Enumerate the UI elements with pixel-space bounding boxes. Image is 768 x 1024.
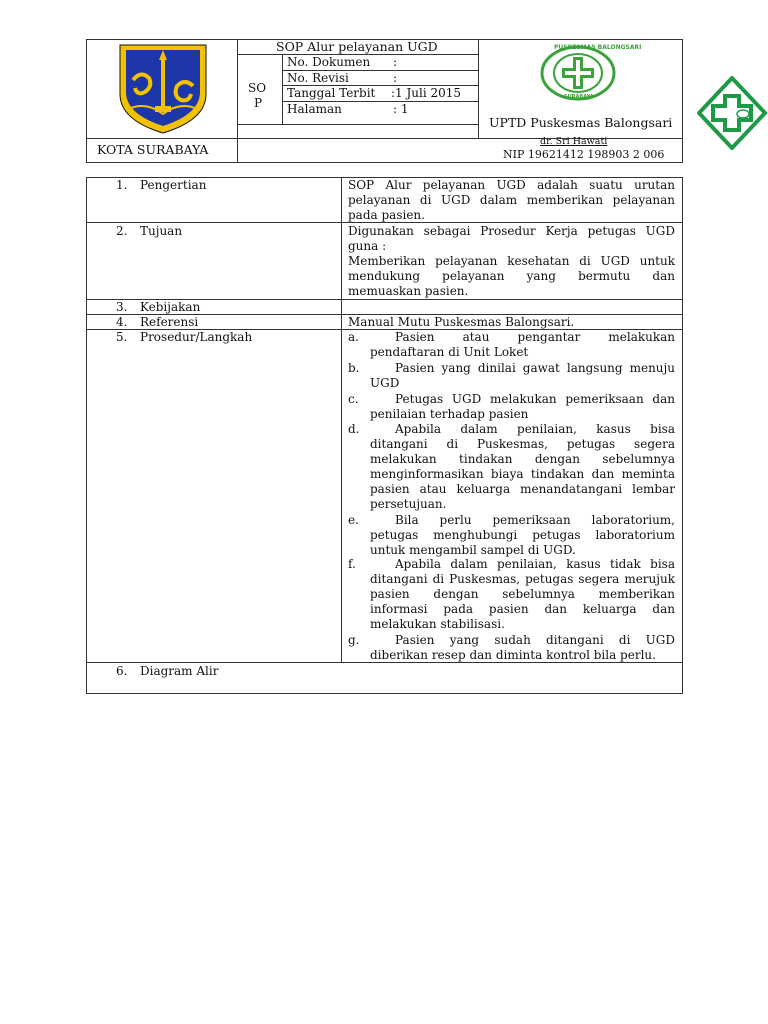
city-name: KOTA SURABAYA — [97, 142, 209, 157]
text-line: pasien dengan sebelumnya memberikan — [370, 587, 675, 601]
field-value-no-revisi: : — [393, 71, 398, 85]
section-number: 1. — [116, 178, 128, 192]
text-line: pada pasien. — [348, 208, 425, 222]
tujuan-text — [348, 224, 675, 299]
step-text — [370, 422, 675, 512]
text-line: melakukan tindakan dengan sebelumnya — [370, 452, 675, 466]
text-line: Pasien yang sudah ditangani di UGD — [395, 633, 675, 647]
text-line: Apabila dalam penilaian, kasus bisa — [395, 422, 675, 436]
step-letter: f. — [348, 557, 356, 571]
text-line: untuk mengambil sampel di UGD. — [370, 543, 576, 557]
text-line: Bila perlu pemeriksaan laboratorium, — [395, 513, 675, 527]
text-line: ditangani di Puskesmas, petugas segera — [370, 437, 675, 451]
field-label-halaman: Halaman — [287, 102, 342, 116]
text-line: Petugas UGD melakukan pemeriksaan dan — [395, 392, 675, 406]
section-title: Tujuan — [140, 224, 183, 238]
text-line: menginformasikan biaya tindakan dan meminta — [370, 467, 675, 481]
section-title: Kebijakan — [140, 300, 201, 314]
sop-label-line1: SO — [248, 81, 267, 95]
text-line: diberikan resep dan diminta kontrol bila perlu. — [370, 648, 656, 662]
pengertian-text — [348, 178, 675, 223]
text-line: pasien atau keluarga menandatangani lembar — [370, 482, 675, 496]
step-text — [370, 633, 675, 663]
section-title: Diagram Alir — [140, 664, 219, 678]
text-line: Digunakan sebagai Prosedur Kerja petugas UGD — [348, 224, 675, 238]
field-value-halaman: : 1 — [393, 102, 409, 116]
field-label-tanggal-terbit: Tanggal Terbit — [287, 86, 376, 100]
step-text — [370, 330, 675, 345]
puskesmas-logo-top-text: PUSKESMAS BALONGSARI — [554, 44, 642, 51]
text-line: informasi pada pasien dan keluarga dan — [370, 602, 675, 616]
step-letter: a. — [348, 330, 359, 344]
text-line: persetujuan. — [370, 497, 447, 511]
text-line: memuaskan pasien. — [348, 284, 469, 298]
text-line: penilaian terhadap pasien — [370, 407, 529, 421]
section-number: 4. — [116, 315, 128, 329]
field-label-no-dokumen: No. Dokumen — [287, 55, 371, 69]
section-title: Prosedur/Langkah — [140, 330, 253, 344]
document-title: SOP Alur pelayanan UGD — [276, 39, 438, 54]
text-line: petugas menghubungi petugas laboratorium — [370, 528, 675, 542]
text-line: Pasien atau pengantar melakukan — [395, 330, 675, 344]
step-letter: e. — [348, 513, 359, 527]
text-line: Memberikan pelayanan kesehatan di UGD untuk — [348, 254, 675, 268]
step-letter: b. — [348, 361, 360, 375]
signatory-nip: NIP 19621412 198903 2 006 — [503, 148, 665, 161]
field-label-no-revisi: No. Revisi — [287, 71, 349, 85]
section-title: Referensi — [140, 315, 199, 329]
section-number: 5. — [116, 330, 128, 344]
green-cross-logo — [697, 76, 768, 150]
text-line: pendaftaran di Unit Loket — [370, 345, 529, 359]
field-value-tanggal-terbit: :1 Juli 2015 — [391, 86, 462, 100]
step-letter: d. — [348, 422, 360, 436]
surabaya-crest-logo — [117, 42, 209, 135]
field-value-no-dokumen: : — [393, 55, 398, 69]
step-letter: c. — [348, 392, 359, 406]
institution-name: UPTD Puskesmas Balongsari — [489, 115, 673, 130]
step-letter: g. — [348, 633, 360, 647]
signatory-name: dr. Sri Hawati — [540, 136, 608, 147]
section-number: 3. — [116, 300, 128, 314]
text-line: mendukung pelayanan yang bermutu dan — [348, 269, 675, 283]
step-text — [370, 557, 675, 632]
text-line: pelayanan di UGD dalam memberikan pelayanan — [348, 193, 675, 207]
section-number: 6. — [116, 664, 128, 678]
step-text — [370, 361, 675, 376]
step-text — [370, 392, 675, 407]
section-title: Pengertian — [140, 178, 207, 192]
text-line: ditangani di Puskesmas, petugas segera merujuk — [370, 572, 675, 586]
text-line: UGD — [370, 376, 400, 390]
puskesmas-logo-bottom-text: SURABAYA — [564, 94, 594, 100]
text-line: guna : — [348, 239, 387, 253]
text-line: Apabila dalam penilaian, kasus tidak bisa — [395, 557, 675, 571]
referensi-text: Manual Mutu Puskesmas Balongsari. — [348, 315, 575, 329]
sop-label-line2: P — [254, 96, 263, 110]
text-line: Pasien yang dinilai gawat langsung menuju — [395, 361, 675, 375]
text-line: melakukan stabilisasi. — [370, 617, 505, 631]
section-number: 2. — [116, 224, 128, 238]
step-text — [370, 513, 675, 558]
text-line: SOP Alur pelayanan UGD adalah suatu urutan — [348, 178, 675, 192]
